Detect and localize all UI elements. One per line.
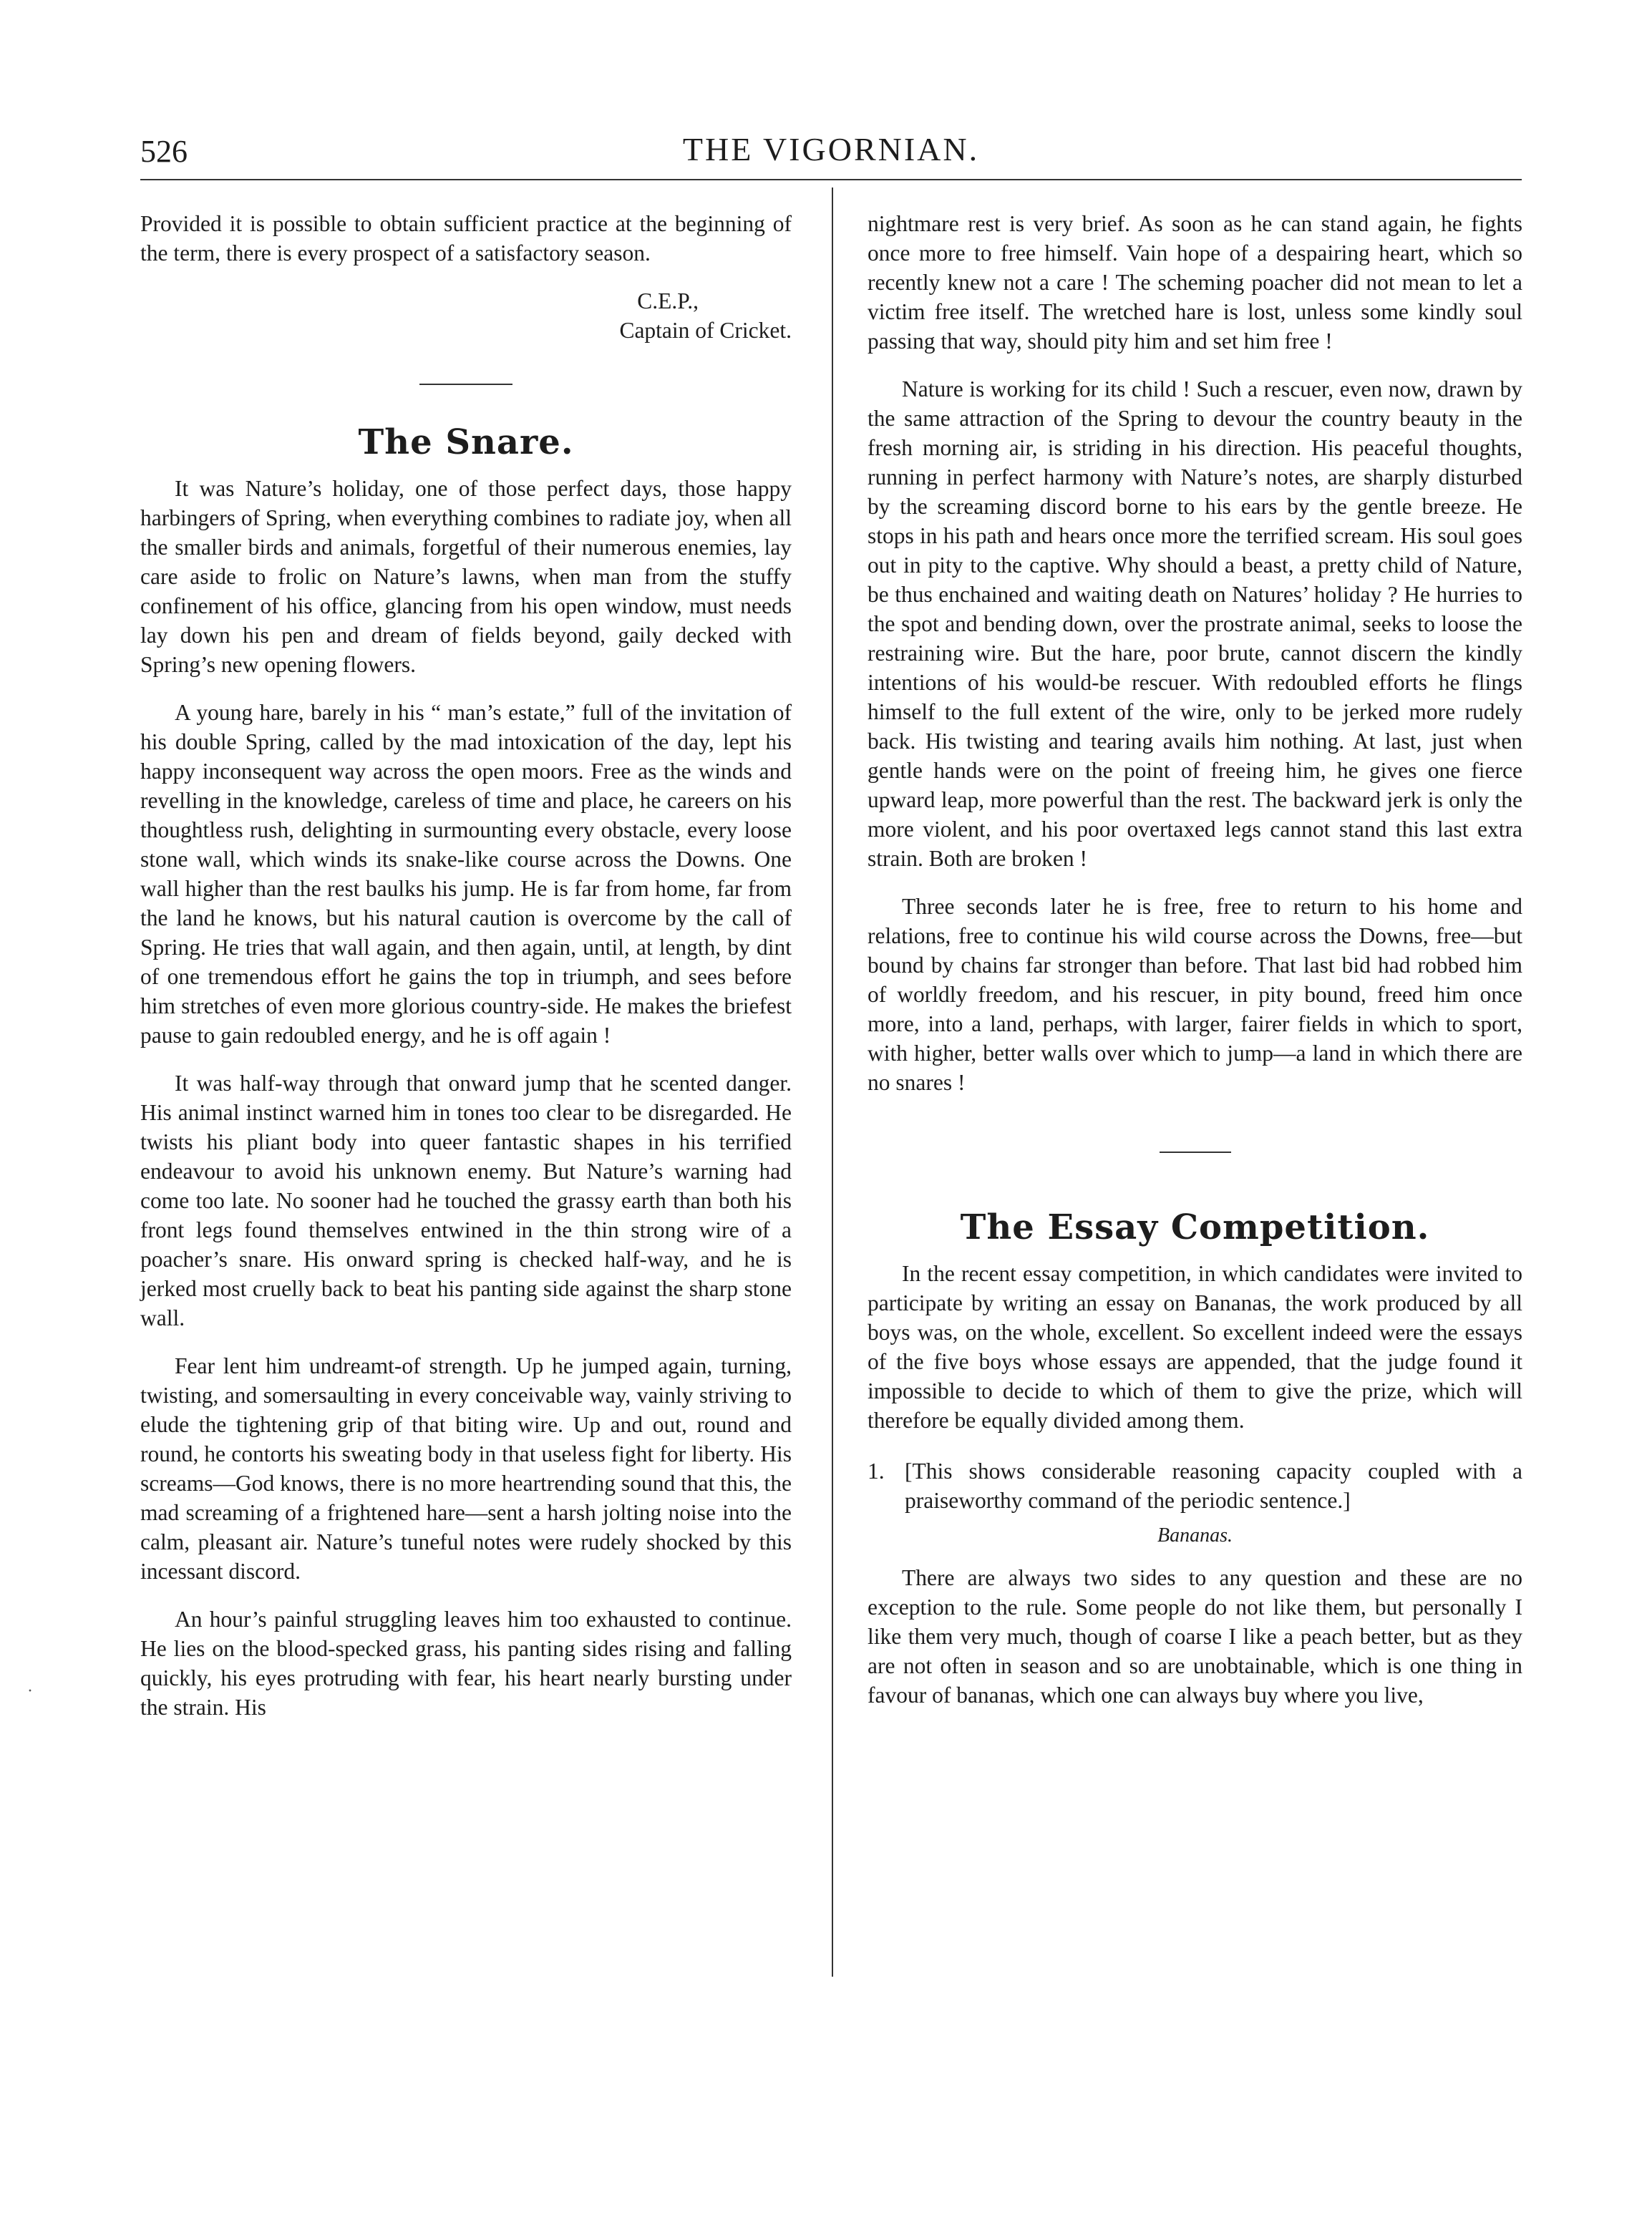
essay-judge-note: [This shows considerable reasoning capacity coupled with a praiseworthy command of the periodic sentence.] <box>905 1459 1522 1513</box>
left-column <box>140 209 792 1741</box>
header-rule <box>140 179 1522 180</box>
snare-paragraph: A young hare, barely in his “ man’s estate,” full of the invitation of his double Spring, called by the mad intoxication of the day, lept his happy inconsequent way across the open moors. Free as the winds and revelling in the knowledge, careless of time and place, he careers on his thoughtless rush, delighting in surmounting every obstacle, every loose stone wall, which winds its snake-like course across the Downs. One wall higher than the rest baulks his jump. He is far from home, far from the land he knows, but his natural caution is overcome by the call of Spring. He tries that wall again, and then again, until, at length, by dint of one tremendous effort he gains the top in triumph, and sees before him stretches of even more glorious country-side. He makes the briefest pause to gain redoubled energy, and he is off again ! <box>140 700 792 1048</box>
signature-initials: C.E.P., <box>637 288 699 313</box>
right-column <box>868 209 1522 1728</box>
cricket-closing-paragraph: Provided it is possible to obtain sufficient practice at the beginning of the term, there is every prospect of a satisfactory season. <box>140 211 792 266</box>
snare-heading: The Snare. <box>358 422 574 462</box>
section-separator <box>1160 1152 1231 1153</box>
snare-paragraph: Three seconds later he is free, free to return to his home and relations, free to continue his wild course across the Downs, free—but bound by chains far stronger than before. That last bid had robbed him of worldly freedom, and his rescuer, in pity bound, freed him once more, into a land, perhaps, with larger, fairer fields in which to sport, with higher, better walls over which to jump—a land in which there are no snares ! <box>868 894 1522 1095</box>
snare-paragraph: Nature is working for its child ! Such a rescuer, even now, drawn by the same attraction of the Spring to devour the country beauty in the fresh morning air, is striding in his direction. His peaceful thoughts, running in perfect harmony with Nature’s notes, are sharply disturbed by the screaming discord borne to his ears by the gentle breeze. He stops in his path and hears once more the terrified scream. His soul goes out in pity to the captive. Why should a beast, a pretty child of Nature, be thus enchained and waiting death on Natures’ holiday ? He hurries to the spot and bending down, over the prostrate animal, seeks to loose the restraining wire. But the hare, poor brute, cannot discern the kindly intentions of his would-be rescuer. With redoubled efforts he flings himself to the full extent of the wire, only to be jerked more rudely back. His twisting and tearing avails him nothing. At last, just when gentle hands were on the point of freeing him, he gives one fierce upward leap, more powerful than the rest. The backward jerk is only the more violent, and his poor overtaxed legs cannot stand this last extra strain. Both are broken ! <box>868 376 1522 871</box>
section-separator <box>419 384 512 385</box>
signature-block <box>140 286 792 345</box>
signature-role: Captain of Cricket. <box>619 318 792 343</box>
essay-entry <box>868 1456 1522 1515</box>
essay-heading: The Essay Competition. <box>960 1207 1430 1247</box>
snare-paragraph: nightmare rest is very brief. As soon as he can stand again, he fights once more to free himself. Vain hope of a despairing heart, which so recently knew not a care ! The scheming poacher did not mean to let a victim free itself. The wretched hare is lost, unless some kindly soul passing that way, should pity him and set him free ! <box>868 211 1522 354</box>
page-number: 526 <box>140 134 188 169</box>
snare-paragraph: It was half-way through that onward jump that he scented danger. His animal instinct warned him in tones too clear to be disregarded. He twists his pliant body into queer fantastic shapes in his terrified endeavour to avoid his unknown enemy. But Nature’s warning had come too late. No sooner had he touched the grassy earth than both his front legs found themselves entwined in the thin strong wire of a poacher’s snare. His onward spring is checked half-way, and he is jerked most cruelly back to beat his panting side against the sharp stone wall. <box>140 1071 792 1330</box>
snare-paragraph: It was Nature’s holiday, one of those perfect days, those happy harbingers of Spring, when everything combines to radiate joy, when all the smaller birds and animals, forgetful of their numerous enemies, lay care aside to frolic on Nature’s lawns, when man from the stuffy confinement of his office, glancing from his open window, must needs lay down his pen and dream of fields beyond, gaily decked with Spring’s new opening flowers. <box>140 476 792 677</box>
column-divider <box>832 188 833 1977</box>
essay-intro-paragraph: In the recent essay competition, in which candidates were invited to participate by writing an essay on Bananas, the work produced by all boys was, on the whole, excellent. So excellent indeed were the essays of the five boys whose essays are appended, that the judge found it impossible to decide to which of them to give the prize, which will therefore be equally divided among them. <box>868 1261 1522 1433</box>
page-header <box>140 126 1522 183</box>
essay-paragraph: There are always two sides to any question and these are no exception to the rule. Some people do not like them, but personally I like them very much, though of coarse I like a peach better, but as they are not often in season and so are unobtainable, which is one thing in favour of bananas, which one can always buy where you live, <box>868 1565 1522 1708</box>
running-title: THE VIGORNIAN. <box>682 131 980 167</box>
snare-paragraph: Fear lent him undreamt-of strength. Up he jumped again, turning, twisting, and somersaulting in every conceivable way, vainly striving to elude the tightening grip of that biting wire. Up and out, round and round, he contorts his sweating body in that useless fight for liberty. His screams—God knows, there is no more heartrending sound that this, the mad screaming of a frightened hare—sent a harsh jolting noise into the calm, pleasant air. Nature’s tuneful notes were rudely shocked by this incessant discord. <box>140 1353 792 1584</box>
essay-number: 1. <box>868 1459 885 1484</box>
margin-mark: · <box>27 1682 33 1700</box>
essay-title: Bananas. <box>1157 1524 1233 1547</box>
snare-paragraph: An hour’s painful struggling leaves him too exhausted to continue. He lies on the blood-specked grass, his panting sides rising and falling quickly, his eyes protruding with fear, his heart nearly bursting under the strain. His <box>140 1607 792 1720</box>
